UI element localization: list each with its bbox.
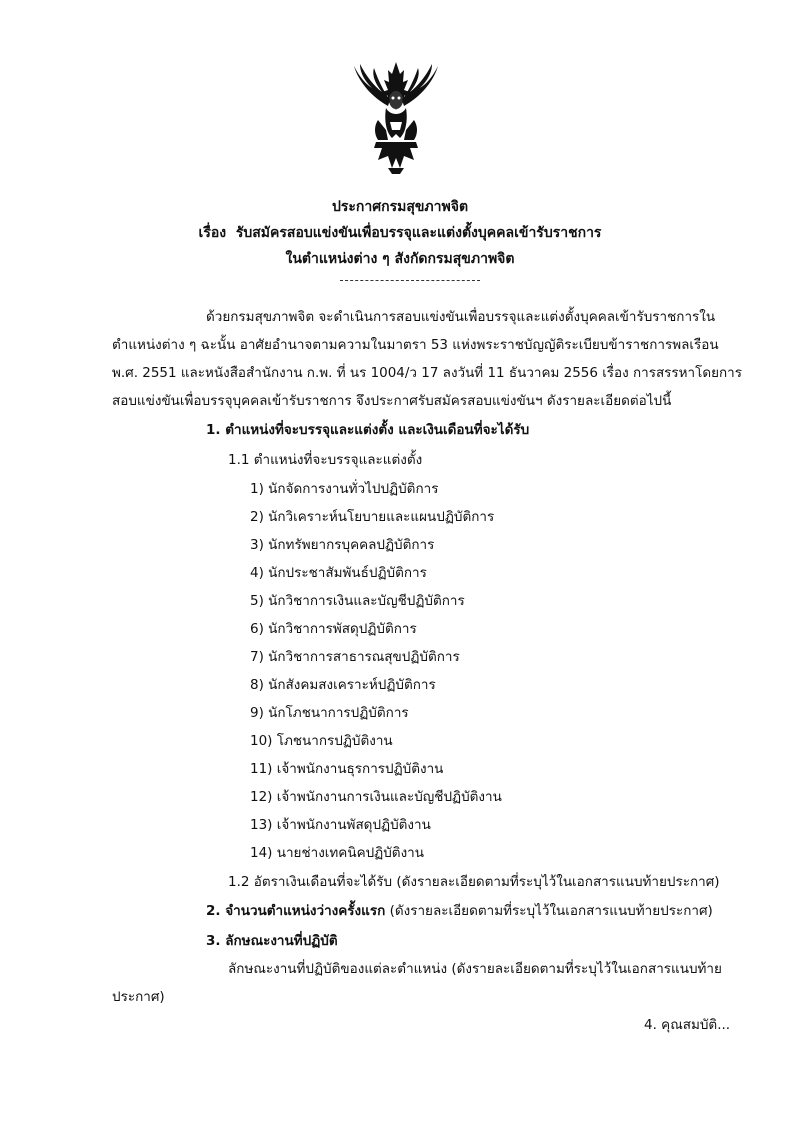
position-item: 8) นักสังคมสงเคราะห์ปฏิบัติการ bbox=[250, 677, 436, 693]
section-1-1-title: 1.1 ตำแหน่งที่จะบรรจุและแต่งตั้ง bbox=[228, 452, 423, 468]
position-item: 4) นักประชาสัมพันธ์ปฏิบัติการ bbox=[250, 565, 427, 581]
position-item: 12) เจ้าพนักงานการเงินและบัญชีปฏิบัติงาน bbox=[250, 789, 502, 805]
announcement-subject bbox=[0, 222, 800, 244]
position-item: 10) โภชนากรปฏิบัติงาน bbox=[250, 733, 393, 749]
announcement-title: ประกาศกรมสุขภาพจิต bbox=[331, 199, 469, 215]
position-item: 7) นักวิชาการสาธารณสุขปฏิบัติการ bbox=[250, 649, 460, 665]
position-item: 13) เจ้าพนักงานพัสดุปฏิบัติงาน bbox=[250, 817, 431, 833]
intro-line-2: ตำแหน่งต่าง ๆ ฉะนั้น อาศัยอำนาจตามความในมาตรา 53 แห่งพระราชบัญญัติระเบียบข้าราชการพลเรือน bbox=[112, 337, 719, 353]
section-2 bbox=[206, 899, 713, 921]
position-item: 9) นักโภชนาการปฏิบัติการ bbox=[250, 705, 409, 721]
garuda-emblem-icon bbox=[348, 60, 444, 176]
position-item: 6) นักวิชาการพัสดุปฏิบัติการ bbox=[250, 621, 417, 637]
section-2-detail: (ดังรายละเอียดตามที่ระบุไว้ในเอกสารแนบท้ายประกาศ) bbox=[385, 903, 713, 919]
position-item: 1) นักจัดการงานทั่วไปปฏิบัติการ bbox=[250, 481, 439, 497]
section-1-title: 1. ตำแหน่งที่จะบรรจุและแต่งตั้ง และเงินเดือนที่จะได้รับ bbox=[206, 422, 530, 438]
section-2-label: 2. จำนวนตำแหน่งว่างครั้งแรก bbox=[206, 903, 386, 919]
section-1-2 bbox=[228, 870, 720, 892]
section-3-line-2: ประกาศ) bbox=[112, 989, 165, 1005]
continuation-marker: 4. คุณสมบัติ... bbox=[644, 1017, 731, 1033]
subject-line-1: รับสมัครสอบแข่งขันเพื่อบรรจุและแต่งตั้งบุคคลเข้ารับราชการ bbox=[235, 225, 602, 241]
position-item: 5) นักวิชาการเงินและบัญชีปฏิบัติการ bbox=[250, 593, 465, 609]
intro-line-3: พ.ศ. 2551 และหนังสือสำนักงาน ก.พ. ที่ นร 1004/ว 17 ลงวันที่ 11 ธันวาคม 2556 เรื่อง การสรรหาโดยการ bbox=[112, 365, 742, 381]
position-item: 11) เจ้าพนักงานธุรการปฏิบัติงาน bbox=[250, 761, 444, 777]
header-divider bbox=[340, 280, 480, 281]
position-item: 14) นายช่างเทคนิคปฏิบัติงาน bbox=[250, 845, 424, 861]
section-3-title: 3. ลักษณะงานที่ปฏิบัติ bbox=[206, 933, 338, 949]
intro-line-1: ด้วยกรมสุขภาพจิต จะดำเนินการสอบแข่งขันเพื่อบรรจุและแต่งตั้งบุคคลเข้ารับราชการใน bbox=[206, 309, 716, 325]
subject-line-2: ในตำแหน่งต่าง ๆ สังกัดกรมสุขภาพจิต bbox=[285, 251, 515, 267]
position-item: 2) นักวิเคราะห์นโยบายและแผนปฏิบัติการ bbox=[250, 509, 495, 525]
position-item: 3) นักทรัพยากรบุคคลปฏิบัติการ bbox=[250, 537, 435, 553]
subject-prefix: เรื่อง bbox=[198, 225, 227, 241]
section-1-2-detail: (ดังรายละเอียดตามที่ระบุไว้ในเอกสารแนบท้ายประกาศ) bbox=[392, 874, 720, 890]
intro-line-4: สอบแข่งขันเพื่อบรรจุบุคคลเข้ารับราชการ จึงประกาศรับสมัครสอบแข่งขันฯ ดังรายละเอียดต่อไปนี้ bbox=[112, 393, 672, 409]
section-1-2-label: 1.2 อัตราเงินเดือนที่จะได้รับ bbox=[228, 874, 393, 890]
section-3-line-1: ลักษณะงานที่ปฏิบัติของแต่ละตำแหน่ง (ดังรายละเอียดตามที่ระบุไว้ในเอกสารแนบท้าย bbox=[228, 961, 722, 977]
